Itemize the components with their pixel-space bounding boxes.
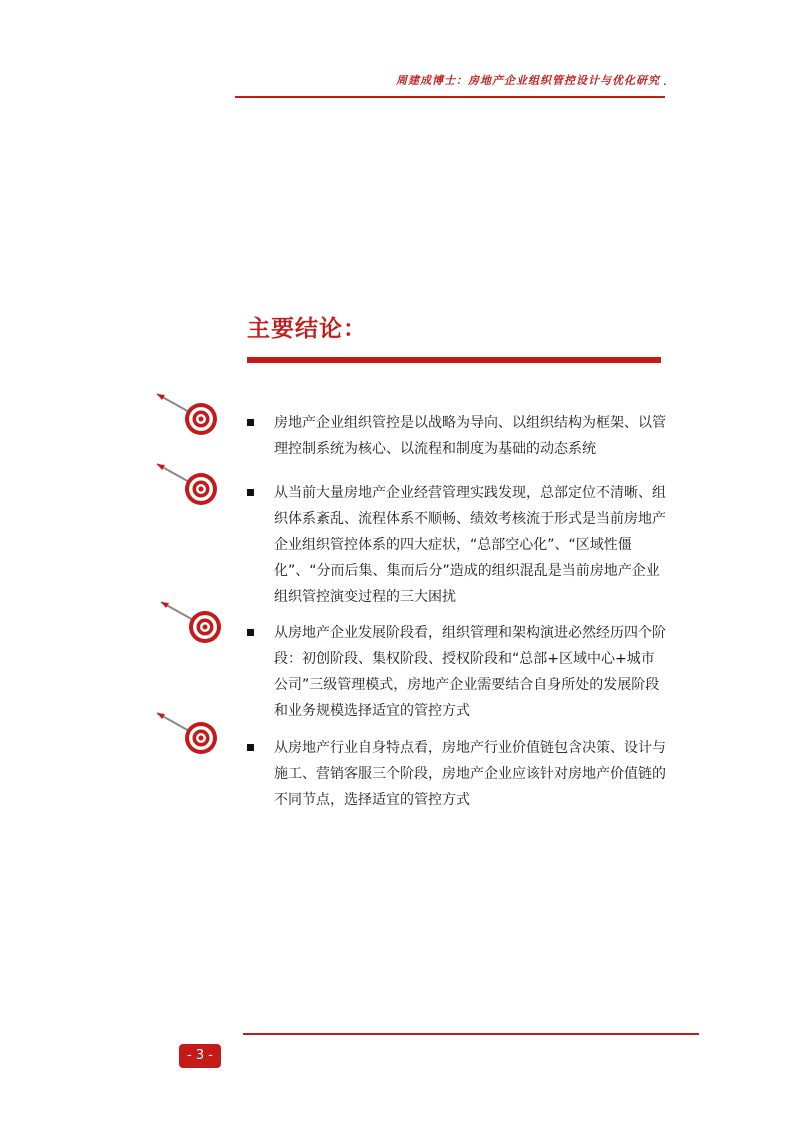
target-arrow-icon (158, 599, 224, 645)
conclusion-text: 从房地产行业自身特点看，房地产行业价值链包含决策、设计与施工、营销客服三个阶段，房地产企业应该针对房地产价值链的不同节点，选择适宜的管控方式 (274, 740, 666, 808)
running-header: 周建成博士：房地产企业组织管控设计与优化研究 (396, 74, 660, 87)
square-bullet-icon (247, 629, 254, 636)
target-arrow-icon (154, 710, 220, 756)
header-rule (235, 96, 665, 98)
footer-rule (243, 1033, 699, 1035)
conclusion-text: 从房地产企业发展阶段看，组织管理和架构演进必然经历四个阶段：初创阶段、集权阶段、授权阶段和“总部+区域中心+城市公司”三级管理模式，房地产企业需要结合自身所处的发展阶段和业务规模选择适宜的管控方式 (274, 625, 666, 719)
target-arrow-icon (154, 391, 220, 437)
page-number-badge: - 3 - (179, 1044, 221, 1068)
square-bullet-icon (247, 744, 254, 751)
header-dot: . (663, 74, 667, 88)
square-bullet-icon (247, 489, 254, 496)
target-arrow-icon (154, 461, 220, 507)
conclusion-text: 从当前大量房地产企业经营管理实践发现，总部定位不清晰、组织体系紊乱、流程体系不顺畅、绩效考核流于形式是当前房地产企业组织管控体系的四大症状，“总部空心化”、“区域性僵化”、“分而后集、集而后分”造成的组织混乱是当前房地产企业组织管控演变过程的三大困扰 (274, 485, 666, 605)
conclusion-text: 房地产企业组织管控是以战略为导向、以组织结构为框架、以管理控制系统为核心、以流程和制度为基础的动态系统 (274, 415, 666, 457)
square-bullet-icon (247, 419, 254, 426)
title-rule (247, 357, 661, 363)
conclusion-item (247, 735, 667, 813)
conclusion-item (247, 410, 667, 462)
conclusion-item (247, 480, 667, 610)
conclusion-item (247, 620, 667, 724)
section-title: 主要结论： (247, 316, 367, 342)
